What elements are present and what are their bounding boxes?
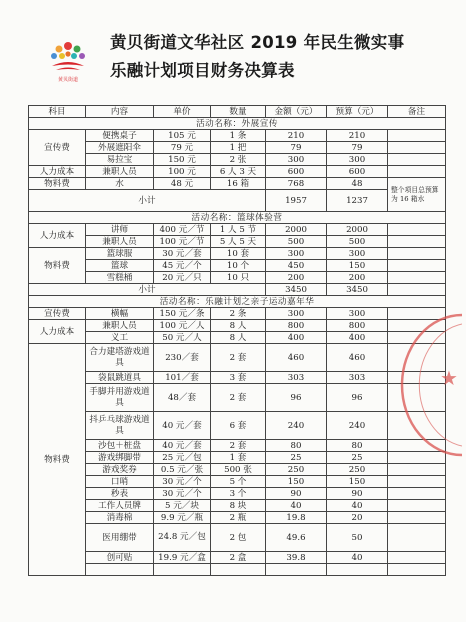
subtotal-row bbox=[29, 284, 446, 296]
budget-cell: 303 bbox=[327, 372, 388, 384]
table-row bbox=[29, 512, 446, 524]
col-header: 数量 bbox=[211, 106, 266, 118]
amount-cell: 49.6 bbox=[266, 524, 327, 552]
note-cell bbox=[388, 284, 446, 296]
price-cell: 48 元 bbox=[154, 178, 211, 190]
subtotal-label: 小计 bbox=[29, 284, 266, 296]
category-cell: 物料费 bbox=[29, 178, 86, 190]
note-cell bbox=[388, 464, 446, 476]
qty-cell: 10 个 bbox=[211, 260, 266, 272]
note-cell bbox=[388, 476, 446, 488]
amount-cell: 460 bbox=[266, 344, 327, 372]
budget-cell: 96 bbox=[327, 384, 388, 412]
price-cell: 9.9 元／瓶 bbox=[154, 512, 211, 524]
category-cell: 人力成本 bbox=[29, 224, 86, 248]
qty-cell: 5 个 bbox=[211, 476, 266, 488]
qty-cell: 2 套 bbox=[211, 440, 266, 452]
table-row bbox=[29, 166, 446, 178]
subtotal-amount: 1957 bbox=[266, 190, 327, 212]
col-header: 单价 bbox=[154, 106, 211, 118]
item-cell: 横幅 bbox=[86, 308, 154, 320]
table-row bbox=[29, 440, 446, 452]
note-cell bbox=[388, 332, 446, 344]
amount-cell: 303 bbox=[266, 372, 327, 384]
item-cell: 篮球服 bbox=[86, 248, 154, 260]
price-cell: 230／套 bbox=[154, 344, 211, 372]
note-cell bbox=[388, 412, 446, 440]
budget-cell: 2000 bbox=[327, 224, 388, 236]
note-cell bbox=[388, 320, 446, 332]
qty-cell: 500 张 bbox=[211, 464, 266, 476]
item-cell: 兼职人员 bbox=[86, 320, 154, 332]
budget-cell: 300 bbox=[327, 308, 388, 320]
price-cell: 40 元／套 bbox=[154, 440, 211, 452]
price-cell: 48／套 bbox=[154, 384, 211, 412]
budget-cell: 79 bbox=[327, 142, 388, 154]
price-cell: 19.9 元／盒 bbox=[154, 552, 211, 564]
subtotal-label: 小计 bbox=[29, 190, 266, 212]
table-row bbox=[29, 154, 446, 166]
col-header: 预算（元） bbox=[327, 106, 388, 118]
qty-cell: 8 块 bbox=[211, 500, 266, 512]
table-row bbox=[29, 524, 446, 552]
budget-cell: 40 bbox=[327, 552, 388, 564]
qty-cell: 3 个 bbox=[211, 488, 266, 500]
qty-cell: 3 套 bbox=[211, 372, 266, 384]
page-title bbox=[110, 32, 404, 82]
table-row bbox=[29, 476, 446, 488]
qty-cell: 2 张 bbox=[211, 154, 266, 166]
title-line-2: 乐融计划项目财务决算表 bbox=[110, 61, 295, 80]
budget-cell: 460 bbox=[327, 344, 388, 372]
item-cell: 兼职人员 bbox=[86, 166, 154, 178]
price-cell: 150 元 bbox=[154, 154, 211, 166]
item-cell: 篮球 bbox=[86, 260, 154, 272]
note-cell bbox=[388, 260, 446, 272]
item-cell: 消毒棉 bbox=[86, 512, 154, 524]
item-cell: 抖乒乓球游戏道具 bbox=[86, 412, 154, 440]
price-cell: 24.8 元／包 bbox=[154, 524, 211, 552]
table-row bbox=[29, 272, 446, 284]
item-cell: 沙包＋桩盘 bbox=[86, 440, 154, 452]
note-cell bbox=[388, 166, 446, 178]
col-header: 备注 bbox=[388, 106, 446, 118]
qty-cell: 6 套 bbox=[211, 412, 266, 440]
amount-cell: 90 bbox=[266, 488, 327, 500]
budget-cell: 210 bbox=[327, 130, 388, 142]
item-cell: 秒表 bbox=[86, 488, 154, 500]
item-cell: 游戏绑脚带 bbox=[86, 452, 154, 464]
note-cell bbox=[388, 500, 446, 512]
qty-cell: 2 盒 bbox=[211, 552, 266, 564]
category-cell: 宣传费 bbox=[29, 130, 86, 166]
amount-cell: 450 bbox=[266, 260, 327, 272]
note-cell bbox=[388, 384, 446, 412]
amount-cell: 19.8 bbox=[266, 512, 327, 524]
budget-cell: 20 bbox=[327, 512, 388, 524]
table-row bbox=[29, 488, 446, 500]
qty-cell: 6 人 3 天 bbox=[211, 166, 266, 178]
amount-cell: 200 bbox=[266, 272, 327, 284]
note-cell bbox=[388, 142, 446, 154]
amount-cell: 96 bbox=[266, 384, 327, 412]
subtotal-row bbox=[29, 190, 446, 212]
category-cell: 物料费 bbox=[29, 344, 86, 576]
price-cell: 20 元／只 bbox=[154, 272, 211, 284]
section-title: 活动名称：乐融计划之亲子运动嘉年华 bbox=[29, 296, 446, 308]
table-row bbox=[29, 178, 446, 190]
qty-cell: 16 箱 bbox=[211, 178, 266, 190]
table-row bbox=[29, 260, 446, 272]
price-cell: 40 元／套 bbox=[154, 412, 211, 440]
note-cell: 整个项目总预算为 16 箱水 bbox=[388, 178, 446, 212]
note-cell bbox=[388, 154, 446, 166]
table-row bbox=[29, 332, 446, 344]
qty-cell: 2 条 bbox=[211, 308, 266, 320]
budget-cell: 240 bbox=[327, 412, 388, 440]
note-cell bbox=[388, 372, 446, 384]
budget-cell: 40 bbox=[327, 500, 388, 512]
table-row bbox=[29, 308, 446, 320]
item-cell: 便携桌子 bbox=[86, 130, 154, 142]
col-header: 科目 bbox=[29, 106, 86, 118]
amount-cell: 600 bbox=[266, 166, 327, 178]
table-row bbox=[29, 224, 446, 236]
price-cell: 150 元／条 bbox=[154, 308, 211, 320]
table-row bbox=[29, 372, 446, 384]
qty-cell: 2 瓶 bbox=[211, 512, 266, 524]
note-cell bbox=[388, 236, 446, 248]
qty-cell: 1 人 5 节 bbox=[211, 224, 266, 236]
note-cell bbox=[388, 512, 446, 524]
amount-cell: 500 bbox=[266, 236, 327, 248]
table-header-row bbox=[29, 106, 446, 118]
item-cell: 水 bbox=[86, 178, 154, 190]
amount-cell: 800 bbox=[266, 320, 327, 332]
item-cell: 合力建塔游戏道具 bbox=[86, 344, 154, 372]
budget-cell: 48 bbox=[327, 178, 388, 190]
budget-cell: 150 bbox=[327, 476, 388, 488]
price-cell: 400 元／节 bbox=[154, 224, 211, 236]
note-cell bbox=[388, 272, 446, 284]
item-cell: 医用绷带 bbox=[86, 524, 154, 552]
section-title: 活动名称：篮球体验营 bbox=[29, 212, 446, 224]
amount-cell: 210 bbox=[266, 130, 327, 142]
amount-cell: 150 bbox=[266, 476, 327, 488]
qty-cell: 10 套 bbox=[211, 248, 266, 260]
price-cell: 79 元 bbox=[154, 142, 211, 154]
price-cell: 100 元／节 bbox=[154, 236, 211, 248]
category-cell: 宣传费 bbox=[29, 308, 86, 320]
amount-cell: 25 bbox=[266, 452, 327, 464]
item-cell: 创可贴 bbox=[86, 552, 154, 564]
qty-cell: 8 人 bbox=[211, 332, 266, 344]
table-row bbox=[29, 236, 446, 248]
subtotal-amount: 3450 bbox=[266, 284, 327, 296]
price-cell: 101／套 bbox=[154, 372, 211, 384]
note-cell bbox=[388, 488, 446, 500]
price-cell: 30 元／套 bbox=[154, 248, 211, 260]
table-row bbox=[29, 552, 446, 564]
amount-cell: 40 bbox=[266, 500, 327, 512]
table-row bbox=[29, 384, 446, 412]
amount-cell: 39.8 bbox=[266, 552, 327, 564]
col-header: 内容 bbox=[86, 106, 154, 118]
amount-cell: 300 bbox=[266, 154, 327, 166]
table-row bbox=[29, 248, 446, 260]
price-cell: 25 元／包 bbox=[154, 452, 211, 464]
community-logo-icon bbox=[42, 36, 94, 88]
amount-cell: 300 bbox=[266, 308, 327, 320]
section-title: 活动名称：外展宣传 bbox=[29, 118, 446, 130]
qty-cell: 8 人 bbox=[211, 320, 266, 332]
budget-cell: 90 bbox=[327, 488, 388, 500]
price-cell: 100 元 bbox=[154, 166, 211, 178]
budget-cell: 500 bbox=[327, 236, 388, 248]
item-cell: 易拉宝 bbox=[86, 154, 154, 166]
note-cell bbox=[388, 130, 446, 142]
item-cell: 游戏奖券 bbox=[86, 464, 154, 476]
amount-cell: 2000 bbox=[266, 224, 327, 236]
item-cell: 工作人员牌 bbox=[86, 500, 154, 512]
amount-cell: 79 bbox=[266, 142, 327, 154]
item-cell: 口哨 bbox=[86, 476, 154, 488]
note-cell bbox=[388, 308, 446, 320]
subtotal-budget: 1237 bbox=[327, 190, 388, 212]
note-cell bbox=[388, 344, 446, 372]
amount-cell: 768 bbox=[266, 178, 327, 190]
logo-text: 黄贝街道 bbox=[57, 77, 79, 83]
budget-cell: 600 bbox=[327, 166, 388, 178]
budget-cell: 300 bbox=[327, 154, 388, 166]
table-row bbox=[29, 130, 446, 142]
table-row bbox=[29, 344, 446, 372]
price-cell: 50 元／人 bbox=[154, 332, 211, 344]
table-row bbox=[29, 452, 446, 464]
budget-cell: 400 bbox=[327, 332, 388, 344]
item-cell: 兼职人员 bbox=[86, 236, 154, 248]
category-cell: 人力成本 bbox=[29, 320, 86, 344]
item-cell: 袋鼠跳道具 bbox=[86, 372, 154, 384]
note-cell bbox=[388, 440, 446, 452]
qty-cell: 2 包 bbox=[211, 524, 266, 552]
table-row bbox=[29, 320, 446, 332]
price-cell: 105 元 bbox=[154, 130, 211, 142]
table-row bbox=[29, 500, 446, 512]
qty-cell: 10 只 bbox=[211, 272, 266, 284]
table-row bbox=[29, 412, 446, 440]
budget-cell: 250 bbox=[327, 464, 388, 476]
table-row bbox=[29, 142, 446, 154]
qty-cell: 1 条 bbox=[211, 130, 266, 142]
item-cell: 外展遮阳伞 bbox=[86, 142, 154, 154]
svg-text:★: ★ bbox=[440, 366, 458, 390]
note-cell bbox=[388, 248, 446, 260]
item-cell: 义工 bbox=[86, 332, 154, 344]
budget-cell: 300 bbox=[327, 248, 388, 260]
price-cell: 5 元／块 bbox=[154, 500, 211, 512]
category-cell: 物料费 bbox=[29, 248, 86, 284]
col-header: 金额（元） bbox=[266, 106, 327, 118]
price-cell: 0.5 元／张 bbox=[154, 464, 211, 476]
finance-table bbox=[28, 105, 446, 576]
note-cell bbox=[388, 452, 446, 464]
price-cell: 30 元／个 bbox=[154, 476, 211, 488]
item-cell: 手脚并用游戏道具 bbox=[86, 384, 154, 412]
note-cell bbox=[388, 224, 446, 236]
subtotal-budget: 3450 bbox=[327, 284, 388, 296]
budget-cell: 150 bbox=[327, 260, 388, 272]
item-cell: 讲师 bbox=[86, 224, 154, 236]
amount-cell: 250 bbox=[266, 464, 327, 476]
budget-cell: 80 bbox=[327, 440, 388, 452]
budget-cell: 200 bbox=[327, 272, 388, 284]
budget-cell: 25 bbox=[327, 452, 388, 464]
table-row bbox=[29, 464, 446, 476]
price-cell: 100 元／人 bbox=[154, 320, 211, 332]
note-cell bbox=[388, 524, 446, 552]
qty-cell: 5 人 5 天 bbox=[211, 236, 266, 248]
price-cell: 30 元／个 bbox=[154, 488, 211, 500]
qty-cell: 1 套 bbox=[211, 452, 266, 464]
amount-cell: 80 bbox=[266, 440, 327, 452]
item-cell: 雪糕桶 bbox=[86, 272, 154, 284]
title-line-1: 黄贝街道文华社区 2019 年民生微实事 bbox=[110, 33, 405, 52]
qty-cell: 2 套 bbox=[211, 344, 266, 372]
amount-cell: 240 bbox=[266, 412, 327, 440]
note-cell bbox=[388, 552, 446, 564]
amount-cell: 400 bbox=[266, 332, 327, 344]
qty-cell: 1 把 bbox=[211, 142, 266, 154]
budget-cell: 800 bbox=[327, 320, 388, 332]
category-cell: 人力成本 bbox=[29, 166, 86, 178]
budget-cell: 50 bbox=[327, 524, 388, 552]
amount-cell: 300 bbox=[266, 248, 327, 260]
price-cell: 45 元／个 bbox=[154, 260, 211, 272]
qty-cell: 2 套 bbox=[211, 384, 266, 412]
